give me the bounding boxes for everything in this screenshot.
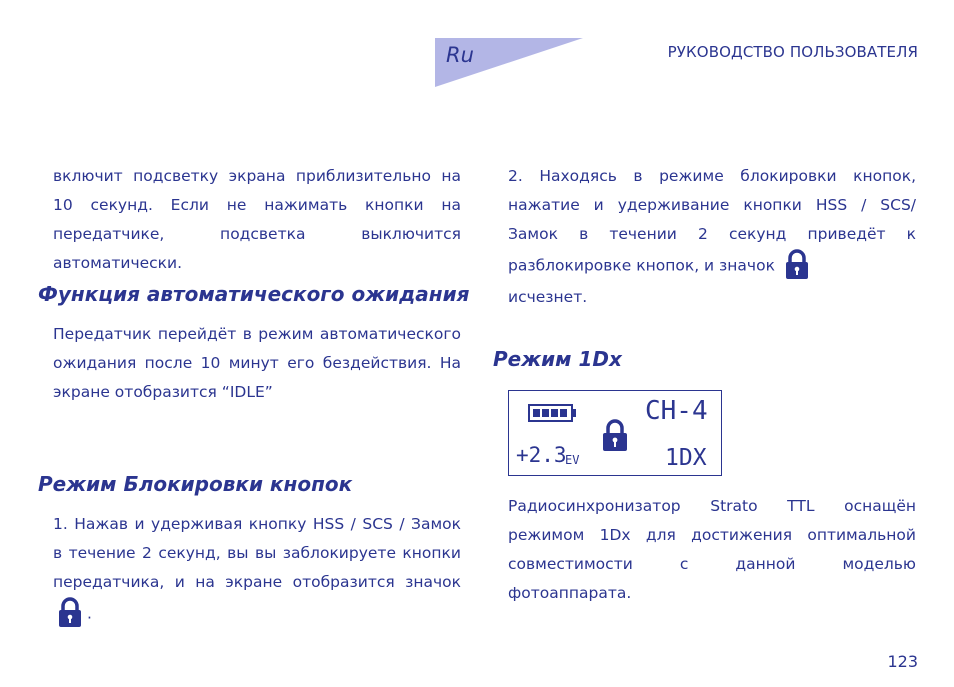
unlock-body: 2. Находясь в режиме блокировки кнопок, нажатие и удерживание кнопки HSS / SCS/ Замок в течении 2 секунд приведёт к разблокировке кнопок, и значок [508,167,916,275]
unlock-tail: исчезнет. [508,288,588,306]
intro-paragraph: включит подсветку экрана приблизительно на 10 секунд. Если не нажимать кнопки на передатчике, подсветка выключится автоматически. [53,167,461,272]
button-lock-text [53,510,461,631]
manual-title: РУКОВОДСТВО ПОЛЬЗОВАТЕЛЯ [667,43,918,61]
lcd-lock-icon [598,417,632,453]
lcd-ev-value: +2.3 [516,443,567,467]
button-lock-tail: . [87,604,92,623]
section-title-button-lock: Режим Блокировки кнопок [38,472,353,496]
1dx-section [508,492,916,608]
1dx-text: Радиосинхронизатор Strato TTL оснащён режимом 1Dx для достижения оптимальной совместимости с данной моделью фотоаппарата. [508,497,916,602]
section-title-1dx: Режим 1Dx [493,347,622,371]
page-number: 123 [887,652,918,671]
lock-icon [53,595,87,629]
right-column [508,162,916,312]
button-lock-section [53,510,461,631]
lock-icon [780,247,814,281]
lcd-display [508,390,722,476]
lcd-channel: CH-4 [645,396,708,426]
section-title-auto-standby: Функция автоматического ожидания [38,282,470,306]
battery-icon [528,404,578,422]
lcd-mode: 1DX [665,445,707,471]
unlock-text [508,162,916,312]
button-lock-body: 1. Нажав и удерживая кнопку HSS / SCS / Замок в течение 2 секунд, вы вы заблокируете кнопки передатчика, и на экране отобразится значок [53,515,461,591]
language-label: Ru [446,43,474,67]
auto-standby-text: Передатчик перейдёт в режим автоматического ожидания после 10 минут его бездействия. На экране отобразится “IDLE” [53,325,461,401]
left-column [53,162,461,278]
lcd-ev-unit: EV [565,453,580,467]
auto-standby-section [53,320,461,407]
